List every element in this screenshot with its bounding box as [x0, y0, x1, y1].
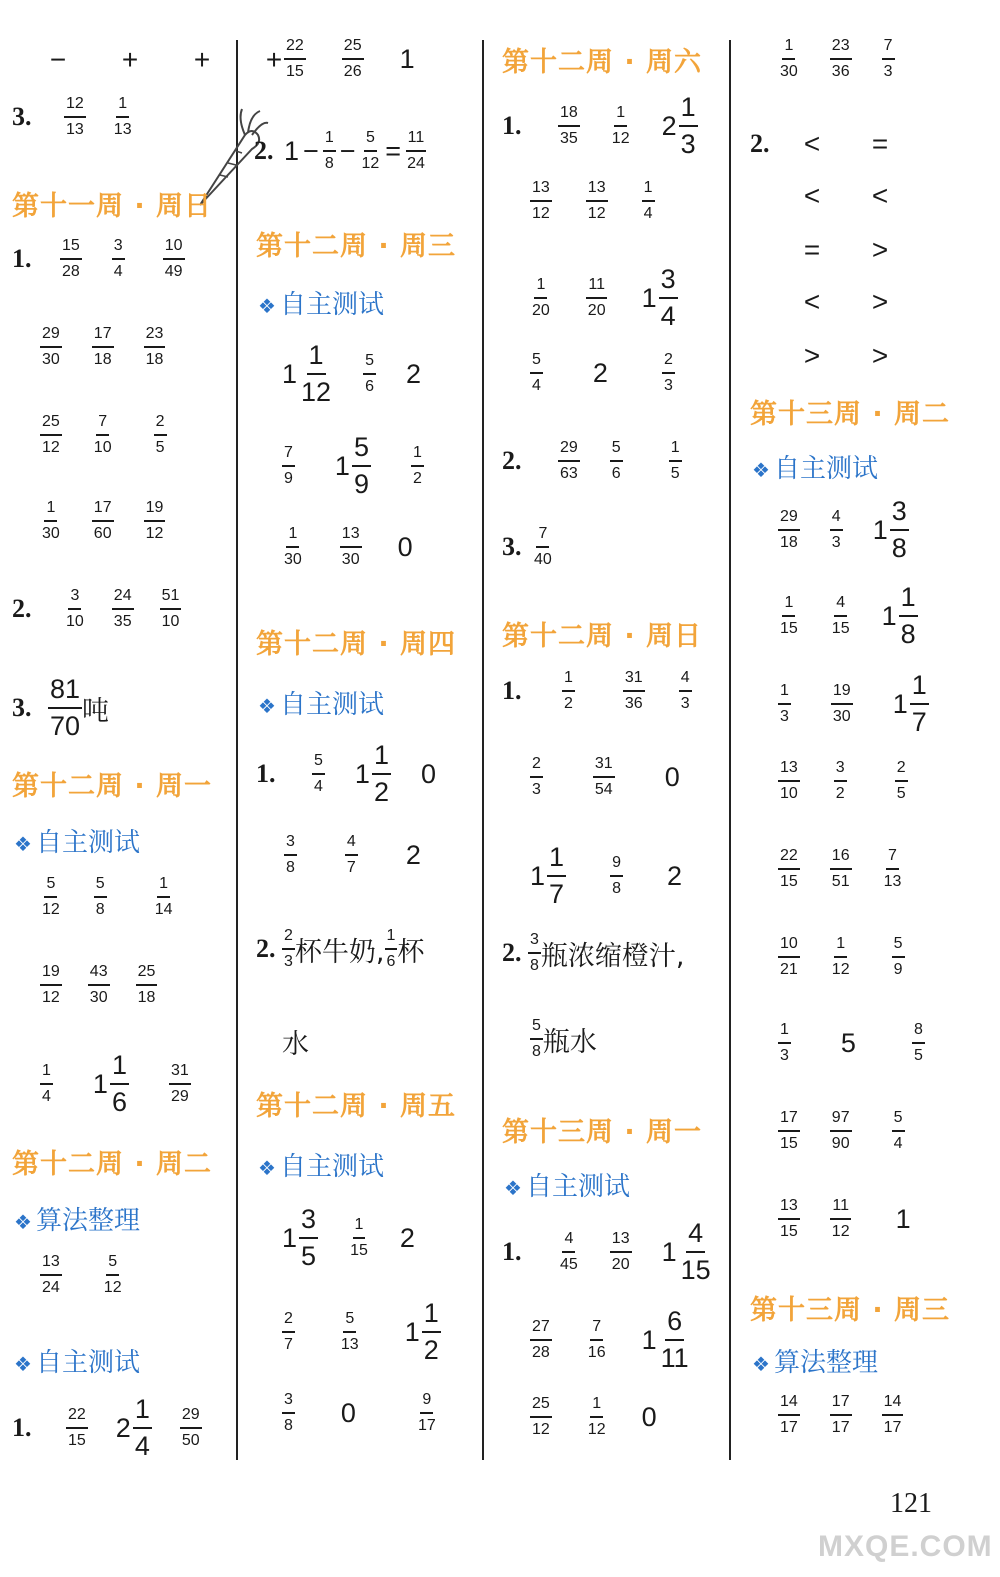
- answer-row: [778, 1198, 911, 1240]
- diamond-icon: ❖: [258, 294, 276, 318]
- fraction: $\frac{5}{6}$: [611, 439, 621, 482]
- fraction: $\frac{13}{12}$: [587, 179, 606, 222]
- answer-row: [502, 932, 685, 974]
- fraction: $\frac{4}{7}$: [346, 833, 356, 876]
- comparison-row: [792, 180, 900, 212]
- fraction: $\frac{29}{63}$: [560, 439, 578, 482]
- subsection-heading: ❖ 自主测试: [752, 454, 878, 484]
- answer-row: [778, 936, 905, 978]
- comparison-row: [792, 234, 900, 266]
- integer-answer: 2: [666, 860, 682, 891]
- mixed-number: 1 $\frac{1}{2}$: [404, 1298, 439, 1365]
- fraction: $\frac{1}{13}$: [113, 95, 132, 138]
- answer-row: [256, 928, 424, 970]
- fraction: $\frac{3}{2}$: [835, 759, 845, 802]
- mixed-number: 1 $\frac{3}{5}$: [282, 1204, 317, 1271]
- answer-row: [778, 760, 908, 802]
- question-number: 3.: [12, 102, 32, 131]
- fraction: $\frac{5}{12}$: [361, 129, 380, 172]
- section-heading: 第十二周 · 周三: [256, 231, 457, 262]
- fraction: $\frac{22}{15}$: [286, 37, 304, 80]
- fraction: $\frac{2}{3}$: [532, 755, 541, 798]
- section-heading: 第十二周 · 周四: [256, 629, 457, 660]
- fraction: $\frac{13}{15}$: [780, 1197, 798, 1240]
- comparison-sign: >: [871, 234, 889, 265]
- fraction: $\frac{4}{45}$: [560, 1230, 578, 1273]
- question-number: 1.: [12, 1413, 32, 1442]
- answer-row: [282, 526, 413, 568]
- fraction: $\frac{5}{6}$: [365, 352, 374, 395]
- fraction: $\frac{25}{26}$: [343, 37, 362, 80]
- answer-text: 杯牛奶,: [294, 936, 385, 968]
- mixed-number: 1 $\frac{6}{11}$: [641, 1306, 689, 1373]
- fraction: $\frac{7}{40}$: [534, 525, 552, 568]
- fraction: $\frac{5}{9}$: [893, 935, 903, 978]
- mixed-number: 2 $\frac{1}{3}$: [661, 92, 696, 159]
- integer-answer: 1: [895, 1203, 911, 1234]
- diamond-icon: ❖: [504, 1176, 522, 1200]
- mixed-number: 1 $\frac{1}{6}$: [92, 1050, 127, 1117]
- mixed-number: 1 $\frac{4}{15}$: [661, 1218, 711, 1285]
- fraction: $\frac{1}{2}$: [564, 669, 573, 712]
- comparison-sign: =: [803, 234, 821, 265]
- question-number: 2.: [750, 129, 770, 158]
- section-heading: 第十二周 · 周六: [502, 47, 703, 78]
- answer-text: 瓶浓缩橙汁,: [540, 940, 685, 972]
- integer-answer: 0: [420, 758, 436, 789]
- fraction: $\frac{7}{16}$: [587, 1318, 606, 1361]
- answer-row: [282, 342, 421, 406]
- fraction: $\frac{4}{15}$: [831, 594, 850, 637]
- mixed-number: 1 $\frac{1}{8}$: [881, 582, 916, 649]
- fraction: $\frac{3}{8}$: [286, 833, 295, 876]
- fraction: $\frac{13}{20}$: [611, 1230, 630, 1273]
- fraction: $\frac{4}{3}$: [680, 669, 690, 712]
- fraction: $\frac{1}{12}$: [831, 935, 850, 978]
- fraction: $\frac{23}{36}$: [831, 37, 850, 80]
- fraction: $\frac{7}{13}$: [883, 847, 902, 890]
- fraction: $\frac{5}{4}$: [893, 1109, 903, 1152]
- diamond-icon: ❖: [752, 1352, 770, 1376]
- fraction: $\frac{11}{24}$: [407, 129, 425, 172]
- fraction: $\frac{2}{3}$: [284, 927, 293, 970]
- integer-answer: 2: [592, 357, 608, 388]
- fraction: $\frac{19}{30}$: [832, 682, 851, 725]
- question-number: 2.: [12, 594, 32, 623]
- answer-row: [12, 588, 181, 630]
- answer-row: [282, 1300, 441, 1364]
- column-divider: [729, 40, 731, 1460]
- fraction: $\frac{31}{29}$: [170, 1062, 189, 1105]
- sign: +: [121, 44, 139, 75]
- subsection-heading: ❖ 自主测试: [258, 290, 384, 320]
- subsection-heading: ❖ 自主测试: [504, 1172, 630, 1202]
- answer-row: [778, 1110, 905, 1152]
- integer-answer: 1: [399, 43, 415, 74]
- integer-answer: 2: [399, 1222, 415, 1253]
- fraction: $\frac{3}{8}$: [530, 931, 539, 974]
- fraction: $\frac{10}{21}$: [780, 935, 798, 978]
- diamond-icon: ❖: [14, 1352, 32, 1376]
- fraction: $\frac{17}{18}$: [93, 325, 112, 368]
- comparison-sign: <: [803, 286, 821, 317]
- subsection-heading: ❖ 算法整理: [752, 1348, 878, 1378]
- answer-with-unit: [48, 676, 109, 740]
- fraction: $\frac{1}{30}$: [284, 525, 302, 568]
- comparison-sign: <: [803, 128, 821, 159]
- section-heading: 第十二周 · 周五: [256, 1091, 457, 1122]
- answer-row: [530, 1308, 691, 1372]
- fraction: $\frac{24}{35}$: [113, 587, 132, 630]
- section-heading: 第十三周 · 周三: [750, 1295, 951, 1326]
- answer-row: [778, 672, 929, 736]
- fraction: $\frac{22}{15}$: [68, 1406, 86, 1449]
- answer-row: [530, 180, 655, 222]
- fraction: $\frac{5}{13}$: [340, 1310, 359, 1353]
- fraction: $\frac{7}{10}$: [93, 413, 112, 456]
- comparison-sign: >: [803, 340, 821, 371]
- fraction: $\frac{4}{3}$: [831, 508, 841, 551]
- column-divider: [236, 40, 238, 1460]
- fraction: $\frac{12}{13}$: [66, 95, 84, 138]
- answer-row: [256, 742, 436, 806]
- question-number: 1.: [502, 676, 522, 705]
- fraction: $\frac{17}{60}$: [93, 499, 112, 542]
- subsection-heading: ❖ 自主测试: [14, 1348, 140, 1378]
- subsection-heading: ❖ 算法整理: [14, 1206, 140, 1236]
- fraction: $\frac{3}{4}$: [113, 237, 123, 280]
- question-number: 1.: [12, 244, 32, 273]
- fraction: $\frac{25}{18}$: [137, 963, 156, 1006]
- question-number: 2.: [502, 446, 522, 475]
- fraction: $\frac{11}{12}$: [831, 1197, 850, 1240]
- fraction: $\frac{17}{15}$: [780, 1109, 798, 1152]
- fraction: $\frac{29}{30}$: [42, 325, 60, 368]
- mixed-number: 1 $\frac{1}{7}$: [530, 842, 565, 909]
- diamond-icon: ❖: [258, 1156, 276, 1180]
- equals-sign: =: [385, 135, 402, 166]
- fraction: $\frac{1}{12}$: [611, 104, 630, 147]
- watermark: MXQE.COM: [818, 1530, 993, 1563]
- subsection-heading: ❖ 自主测试: [258, 690, 384, 720]
- answer-row: [778, 1022, 925, 1064]
- fraction: $\frac{11}{20}$: [587, 276, 606, 319]
- comparison-row: [792, 286, 900, 318]
- integer-answer: 5: [840, 1027, 856, 1058]
- answer-row: [284, 834, 421, 876]
- fraction: $\frac{5}{4}$: [314, 752, 323, 795]
- answer-row: [12, 1396, 202, 1460]
- fraction: $\frac{27}{28}$: [532, 1318, 550, 1361]
- fraction: $\frac{31}{36}$: [624, 669, 643, 712]
- answer-row: [778, 1394, 903, 1436]
- question-number: 1.: [256, 759, 276, 788]
- answer-row: [282, 1206, 415, 1270]
- fraction: $\frac{9}{8}$: [612, 854, 621, 897]
- fraction: $\frac{13}{24}$: [42, 1253, 60, 1296]
- comparison-sign: >: [871, 286, 889, 317]
- fraction: $\frac{5}{12}$: [103, 1253, 122, 1296]
- answer-row: [282, 1392, 438, 1434]
- mixed-number: 1 $\frac{1}{2}$: [354, 740, 389, 807]
- fraction: $\frac{5}{8}$: [95, 875, 105, 918]
- answer-row: [40, 1052, 191, 1116]
- diamond-icon: ❖: [752, 458, 770, 482]
- answer-row: [778, 498, 909, 562]
- answer-row: [778, 584, 918, 648]
- fraction: $\frac{1}{5}$: [670, 439, 680, 482]
- answer-row: [502, 94, 698, 158]
- fraction: $\frac{15}{28}$: [62, 237, 80, 280]
- fraction: $\frac{1}{30}$: [42, 499, 60, 542]
- fraction: $\frac{19}{12}$: [145, 499, 164, 542]
- fraction: $\frac{10}{49}$: [164, 237, 183, 280]
- integer-answer: 0: [397, 531, 413, 562]
- answer-row: [530, 352, 675, 394]
- sign: +: [193, 44, 211, 75]
- mixed-number: 2 $\frac{1}{4}$: [115, 1394, 150, 1461]
- comparison-row: [792, 340, 900, 372]
- answer-row: [40, 500, 165, 542]
- fraction: $\frac{3}{8}$: [284, 1391, 293, 1434]
- question-number: 1.: [502, 111, 522, 140]
- integer-answer: 2: [405, 358, 422, 389]
- fraction: $\frac{51}{10}$: [161, 587, 180, 630]
- diamond-icon: ❖: [258, 694, 276, 718]
- fraction: $\frac{9}{17}$: [417, 1391, 436, 1434]
- answer-text: 瓶水: [542, 1026, 597, 1058]
- fraction: $\frac{2}{5}$: [155, 413, 165, 456]
- fraction: $\frac{1}{6}$: [386, 927, 396, 970]
- answer-row: [502, 526, 554, 568]
- mixed-number: 1 $\frac{1}{12}$: [282, 340, 332, 407]
- answer-row: [284, 38, 415, 80]
- section-heading: 第十三周 · 周二: [750, 399, 951, 430]
- column-divider: [482, 40, 484, 1460]
- fraction: $\frac{7}{3}$: [883, 37, 893, 80]
- unit-label: 吨: [82, 695, 110, 727]
- comparison-sign: >: [871, 340, 889, 371]
- diamond-icon: ❖: [14, 1210, 32, 1234]
- fraction: $\frac{5}{12}$: [42, 875, 60, 918]
- comparison-sign: <: [803, 180, 821, 211]
- answer-row: [778, 848, 903, 890]
- fraction: $\frac{43}{30}$: [89, 963, 108, 1006]
- question-number: 1.: [502, 1237, 522, 1266]
- fraction: $\frac{5}{4}$: [532, 351, 541, 394]
- operator: −: [303, 135, 319, 166]
- answer-row: [40, 1254, 124, 1296]
- answer-row: [12, 96, 134, 138]
- fraction: $\frac{97}{90}$: [831, 1109, 850, 1152]
- answer-row: [530, 266, 678, 330]
- answer-row: [12, 238, 185, 280]
- fraction: $\frac{1}{4}$: [643, 179, 653, 222]
- integer-answer: 0: [664, 761, 680, 792]
- fraction: $\frac{2}{5}$: [896, 759, 906, 802]
- signs-row: [38, 44, 294, 76]
- mixed-number: 1 $\frac{5}{9}$: [334, 432, 369, 499]
- integer-answer: 0: [641, 1401, 657, 1432]
- answer-row: [40, 964, 157, 1006]
- fraction: $\frac{22}{15}$: [780, 847, 798, 890]
- fraction: $\frac{81}{70}$: [50, 674, 81, 741]
- fraction: $\frac{13}{10}$: [780, 759, 798, 802]
- fraction: $\frac{1}{12}$: [587, 1395, 606, 1438]
- fraction: $\frac{3}{10}$: [66, 587, 84, 630]
- answer-row: [40, 414, 167, 456]
- integer-answer: 2: [405, 839, 421, 870]
- whole-number: 1: [284, 135, 300, 166]
- fraction: $\frac{25}{12}$: [42, 413, 60, 456]
- subsection-heading: ❖ 自主测试: [258, 1152, 384, 1182]
- mixed-number: 1 $\frac{3}{8}$: [872, 496, 907, 563]
- fraction: $\frac{1}{20}$: [532, 276, 550, 319]
- answer-row: [778, 38, 895, 80]
- answer-row: [502, 440, 682, 482]
- fraction: $\frac{14}{17}$: [883, 1393, 902, 1436]
- section-heading: 第十二周 · 周二: [12, 1149, 213, 1180]
- answer-row: [40, 876, 175, 918]
- fraction: $\frac{5}{8}$: [532, 1017, 541, 1060]
- page-number: 121: [890, 1488, 932, 1519]
- sign: +: [265, 44, 283, 75]
- answer-row: [40, 326, 165, 368]
- answer-row: [530, 1396, 657, 1438]
- comparison-sign: <: [871, 180, 889, 211]
- answer-row: [530, 756, 680, 798]
- section-heading: 第十二周 · 周一: [12, 771, 213, 802]
- fraction: $\frac{16}{51}$: [831, 847, 850, 890]
- fraction: $\frac{1}{15}$: [780, 594, 798, 637]
- fraction: $\frac{1}{30}$: [780, 37, 798, 80]
- fraction: $\frac{25}{12}$: [532, 1395, 550, 1438]
- answer-text: 杯: [397, 936, 425, 968]
- diamond-icon: ❖: [14, 832, 32, 856]
- question-number: 3.: [12, 693, 32, 722]
- subsection-heading: ❖ 自主测试: [14, 828, 140, 858]
- section-heading: 第十一周 · 周日: [12, 191, 213, 222]
- answer-row: [502, 1220, 713, 1284]
- fraction: $\frac{1}{3}$: [780, 1021, 789, 1064]
- comparison-row: [750, 128, 900, 160]
- fraction: $\frac{1}{14}$: [154, 875, 173, 918]
- mixed-number: 1 $\frac{3}{4}$: [641, 264, 676, 331]
- fraction: $\frac{31}{54}$: [594, 755, 613, 798]
- comparison-sign: =: [871, 128, 889, 159]
- fraction: $\frac{13}{30}$: [341, 525, 360, 568]
- answer-row: [282, 434, 424, 498]
- answer-row: [530, 1018, 597, 1060]
- question-number: 2.: [254, 136, 274, 165]
- answer-row: [502, 670, 692, 712]
- sign: −: [49, 44, 67, 75]
- question-number: 3.: [502, 532, 522, 561]
- fraction: $\frac{1}{15}$: [350, 1216, 368, 1259]
- fraction: $\frac{8}{5}$: [913, 1021, 923, 1064]
- operator: −: [339, 135, 356, 166]
- fraction: $\frac{19}{12}$: [42, 963, 60, 1006]
- fraction: $\frac{29}{50}$: [181, 1406, 200, 1449]
- fraction: $\frac{18}{35}$: [560, 104, 578, 147]
- answer-row: [254, 130, 427, 172]
- answer-text: 水: [282, 1029, 309, 1060]
- fraction: $\frac{1}{4}$: [42, 1062, 51, 1105]
- fraction: $\frac{2}{7}$: [284, 1310, 293, 1353]
- fraction: $\frac{1}{2}$: [412, 444, 422, 487]
- fraction: $\frac{1}{3}$: [780, 682, 789, 725]
- fraction: $\frac{2}{3}$: [663, 351, 673, 394]
- fraction: $\frac{1}{8}$: [324, 129, 334, 172]
- section-heading: 第十三周 · 周一: [502, 1117, 703, 1148]
- answer-row: [12, 676, 109, 740]
- integer-answer: 0: [340, 1397, 356, 1428]
- section-heading: 第十二周 · 周日: [502, 621, 703, 652]
- question-number: 2.: [256, 934, 276, 963]
- fraction: $\frac{23}{18}$: [145, 325, 164, 368]
- fraction: $\frac{13}{12}$: [532, 179, 550, 222]
- mixed-number: 1 $\frac{1}{7}$: [892, 670, 927, 737]
- fraction: $\frac{29}{18}$: [780, 508, 798, 551]
- answer-row: [530, 844, 682, 908]
- fraction: $\frac{17}{17}$: [831, 1393, 850, 1436]
- fraction: $\frac{14}{17}$: [780, 1393, 798, 1436]
- question-number: 2.: [502, 938, 522, 967]
- fraction: $\frac{7}{9}$: [284, 444, 293, 487]
